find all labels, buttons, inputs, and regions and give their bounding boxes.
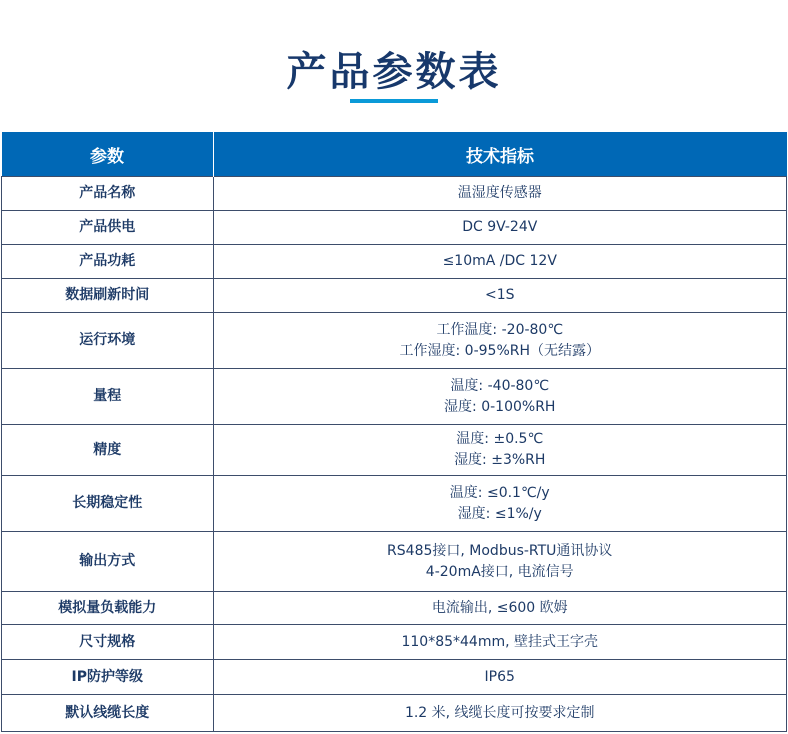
table-row — [2, 532, 787, 592]
value-line: RS485接口, Modbus-RTU通讯协议 — [387, 542, 613, 559]
table-row — [2, 177, 787, 211]
param-name: 默认线缆长度 — [2, 695, 214, 732]
param-value — [213, 592, 787, 625]
param-value — [213, 369, 787, 425]
title-underline — [350, 99, 438, 103]
param-value — [213, 476, 787, 532]
param-name: 长期稳定性 — [2, 476, 214, 532]
header-param: 参数 — [2, 132, 214, 177]
value-line: ≤10mA /DC 12V — [442, 253, 557, 269]
param-name: 产品名称 — [2, 177, 214, 211]
param-name: IP防护等级 — [2, 660, 214, 695]
param-name: 产品供电 — [2, 211, 214, 245]
table-row — [2, 625, 787, 660]
table-row — [2, 695, 787, 732]
value-line: 湿度: ±3%RH — [454, 452, 546, 468]
param-name: 数据刷新时间 — [2, 279, 214, 313]
param-value — [213, 695, 787, 732]
table-row — [2, 279, 787, 313]
param-value — [213, 245, 787, 279]
value-line: 温湿度传感器 — [457, 185, 542, 201]
param-name: 运行环境 — [2, 313, 214, 369]
value-line: 温度: ≤0.1℃/y — [449, 484, 550, 501]
value-line: DC 9V-24V — [462, 219, 538, 235]
param-value — [213, 177, 787, 211]
value-line: 1.2 米, 线缆长度可按要求定制 — [404, 704, 595, 721]
param-name: 精度 — [2, 425, 214, 476]
param-name: 产品功耗 — [2, 245, 214, 279]
value-line: IP65 — [484, 668, 515, 685]
param-value — [213, 532, 787, 592]
table-row — [2, 313, 787, 369]
param-value — [213, 313, 787, 369]
param-name: 量程 — [2, 369, 214, 425]
param-name: 尺寸规格 — [2, 625, 214, 660]
table-row — [2, 425, 787, 476]
param-name: 模拟量负载能力 — [2, 592, 214, 625]
param-value — [213, 279, 787, 313]
table-row — [2, 211, 787, 245]
table-row — [2, 476, 787, 532]
param-value — [213, 660, 787, 695]
value-line: 电流输出, ≤600 欧姆 — [431, 599, 568, 616]
value-line: 4-20mA接口, 电流信号 — [425, 563, 574, 580]
value-line: 湿度: ≤1%/y — [457, 505, 542, 522]
header-spec: 技术指标 — [213, 132, 787, 177]
spec-table — [1, 132, 787, 732]
param-value — [213, 625, 787, 660]
value-line: 湿度: 0-100%RH — [444, 398, 556, 415]
param-name: 输出方式 — [2, 532, 214, 592]
table-header — [2, 132, 787, 177]
table-row — [2, 592, 787, 625]
value-line: 工作温度: -20-80℃ — [436, 321, 564, 338]
table-row — [2, 245, 787, 279]
param-value — [213, 211, 787, 245]
page-title: 产品参数表 — [286, 49, 502, 95]
table-row — [2, 660, 787, 695]
value-line: 温度: ±0.5℃ — [456, 431, 544, 447]
value-line: 工作湿度: 0-95%RH（无结露） — [399, 342, 600, 359]
value-line: 温度: -40-80℃ — [450, 377, 550, 394]
value-line: 110*85*44mm, 壁挂式王字壳 — [401, 633, 599, 650]
value-line: <1S — [484, 287, 515, 303]
param-value — [213, 425, 787, 476]
table-row — [2, 369, 787, 425]
